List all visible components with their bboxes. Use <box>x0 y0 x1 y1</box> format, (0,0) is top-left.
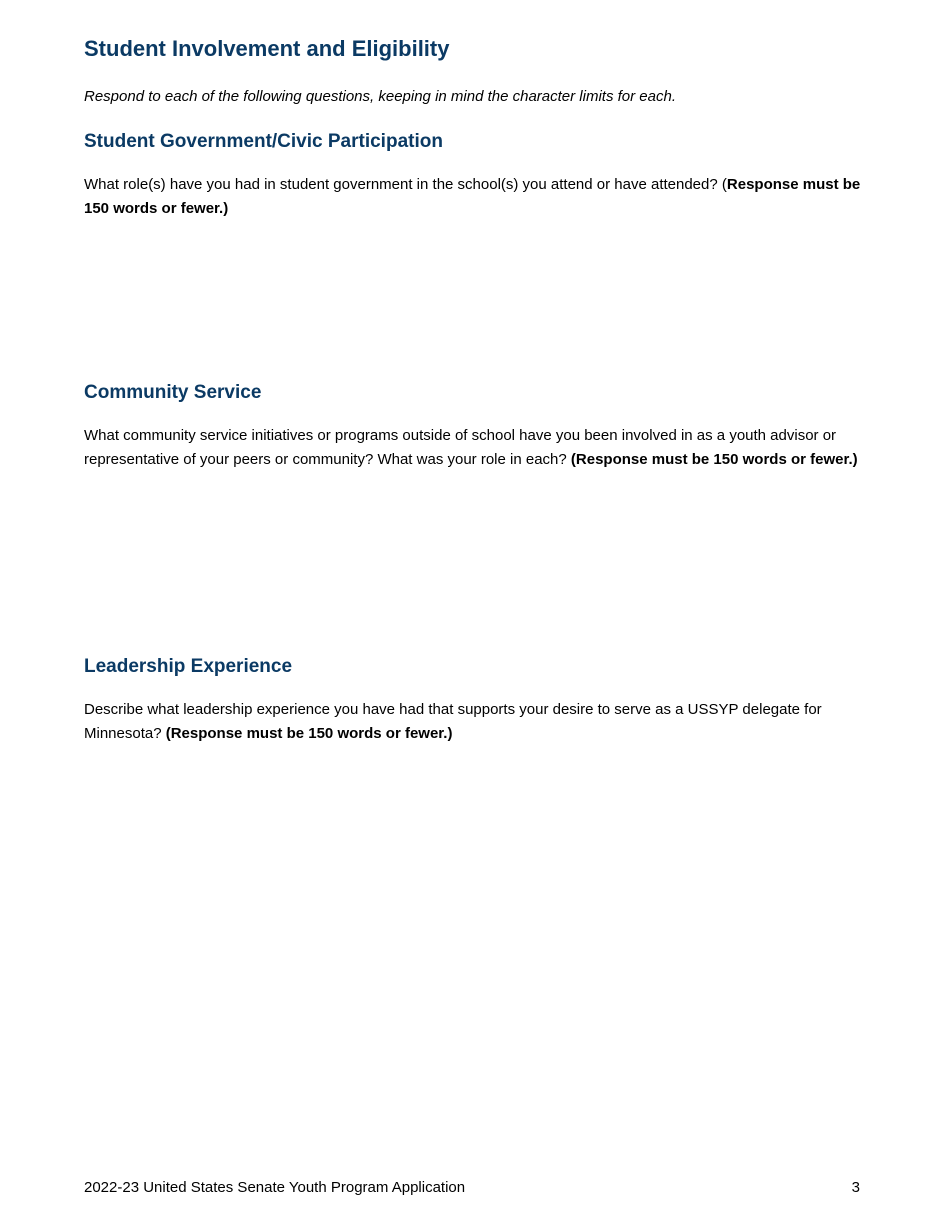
question-text: What community service initiatives or programs outside of school have you been involved in as a youth advisor or representative of your peers or community? What was your role in each? <box>84 427 837 468</box>
footer-page-number: 3 <box>851 1179 860 1196</box>
question-community-service <box>84 424 870 471</box>
section-heading-student-government: Student Government/Civic Participation <box>84 131 443 152</box>
question-text: Describe what leadership experience you have had that supports your desire to serve as a USSYP delegate for Minnesota? <box>84 701 822 742</box>
question-leadership-experience <box>84 698 870 745</box>
word-limit-note: (Response must be 150 words or fewer.) <box>165 724 453 742</box>
instructions-text: Respond to each of the following questions, keeping in mind the character limits for each. <box>84 88 677 105</box>
section-heading-leadership-experience: Leadership Experience <box>84 656 293 677</box>
footer-document-name: 2022-23 United States Senate Youth Program Application <box>84 1179 466 1196</box>
question-text: What role(s) have you had in student government in the school(s) you attend or have attended? ( <box>84 176 727 193</box>
page-title: Student Involvement and Eligibility <box>84 36 450 61</box>
word-limit-note: Response must be 150 words or fewer.) <box>84 176 861 217</box>
question-student-government <box>84 173 870 220</box>
word-limit-note: (Response must be 150 words or fewer.) <box>570 450 858 468</box>
section-heading-community-service: Community Service <box>84 382 262 403</box>
